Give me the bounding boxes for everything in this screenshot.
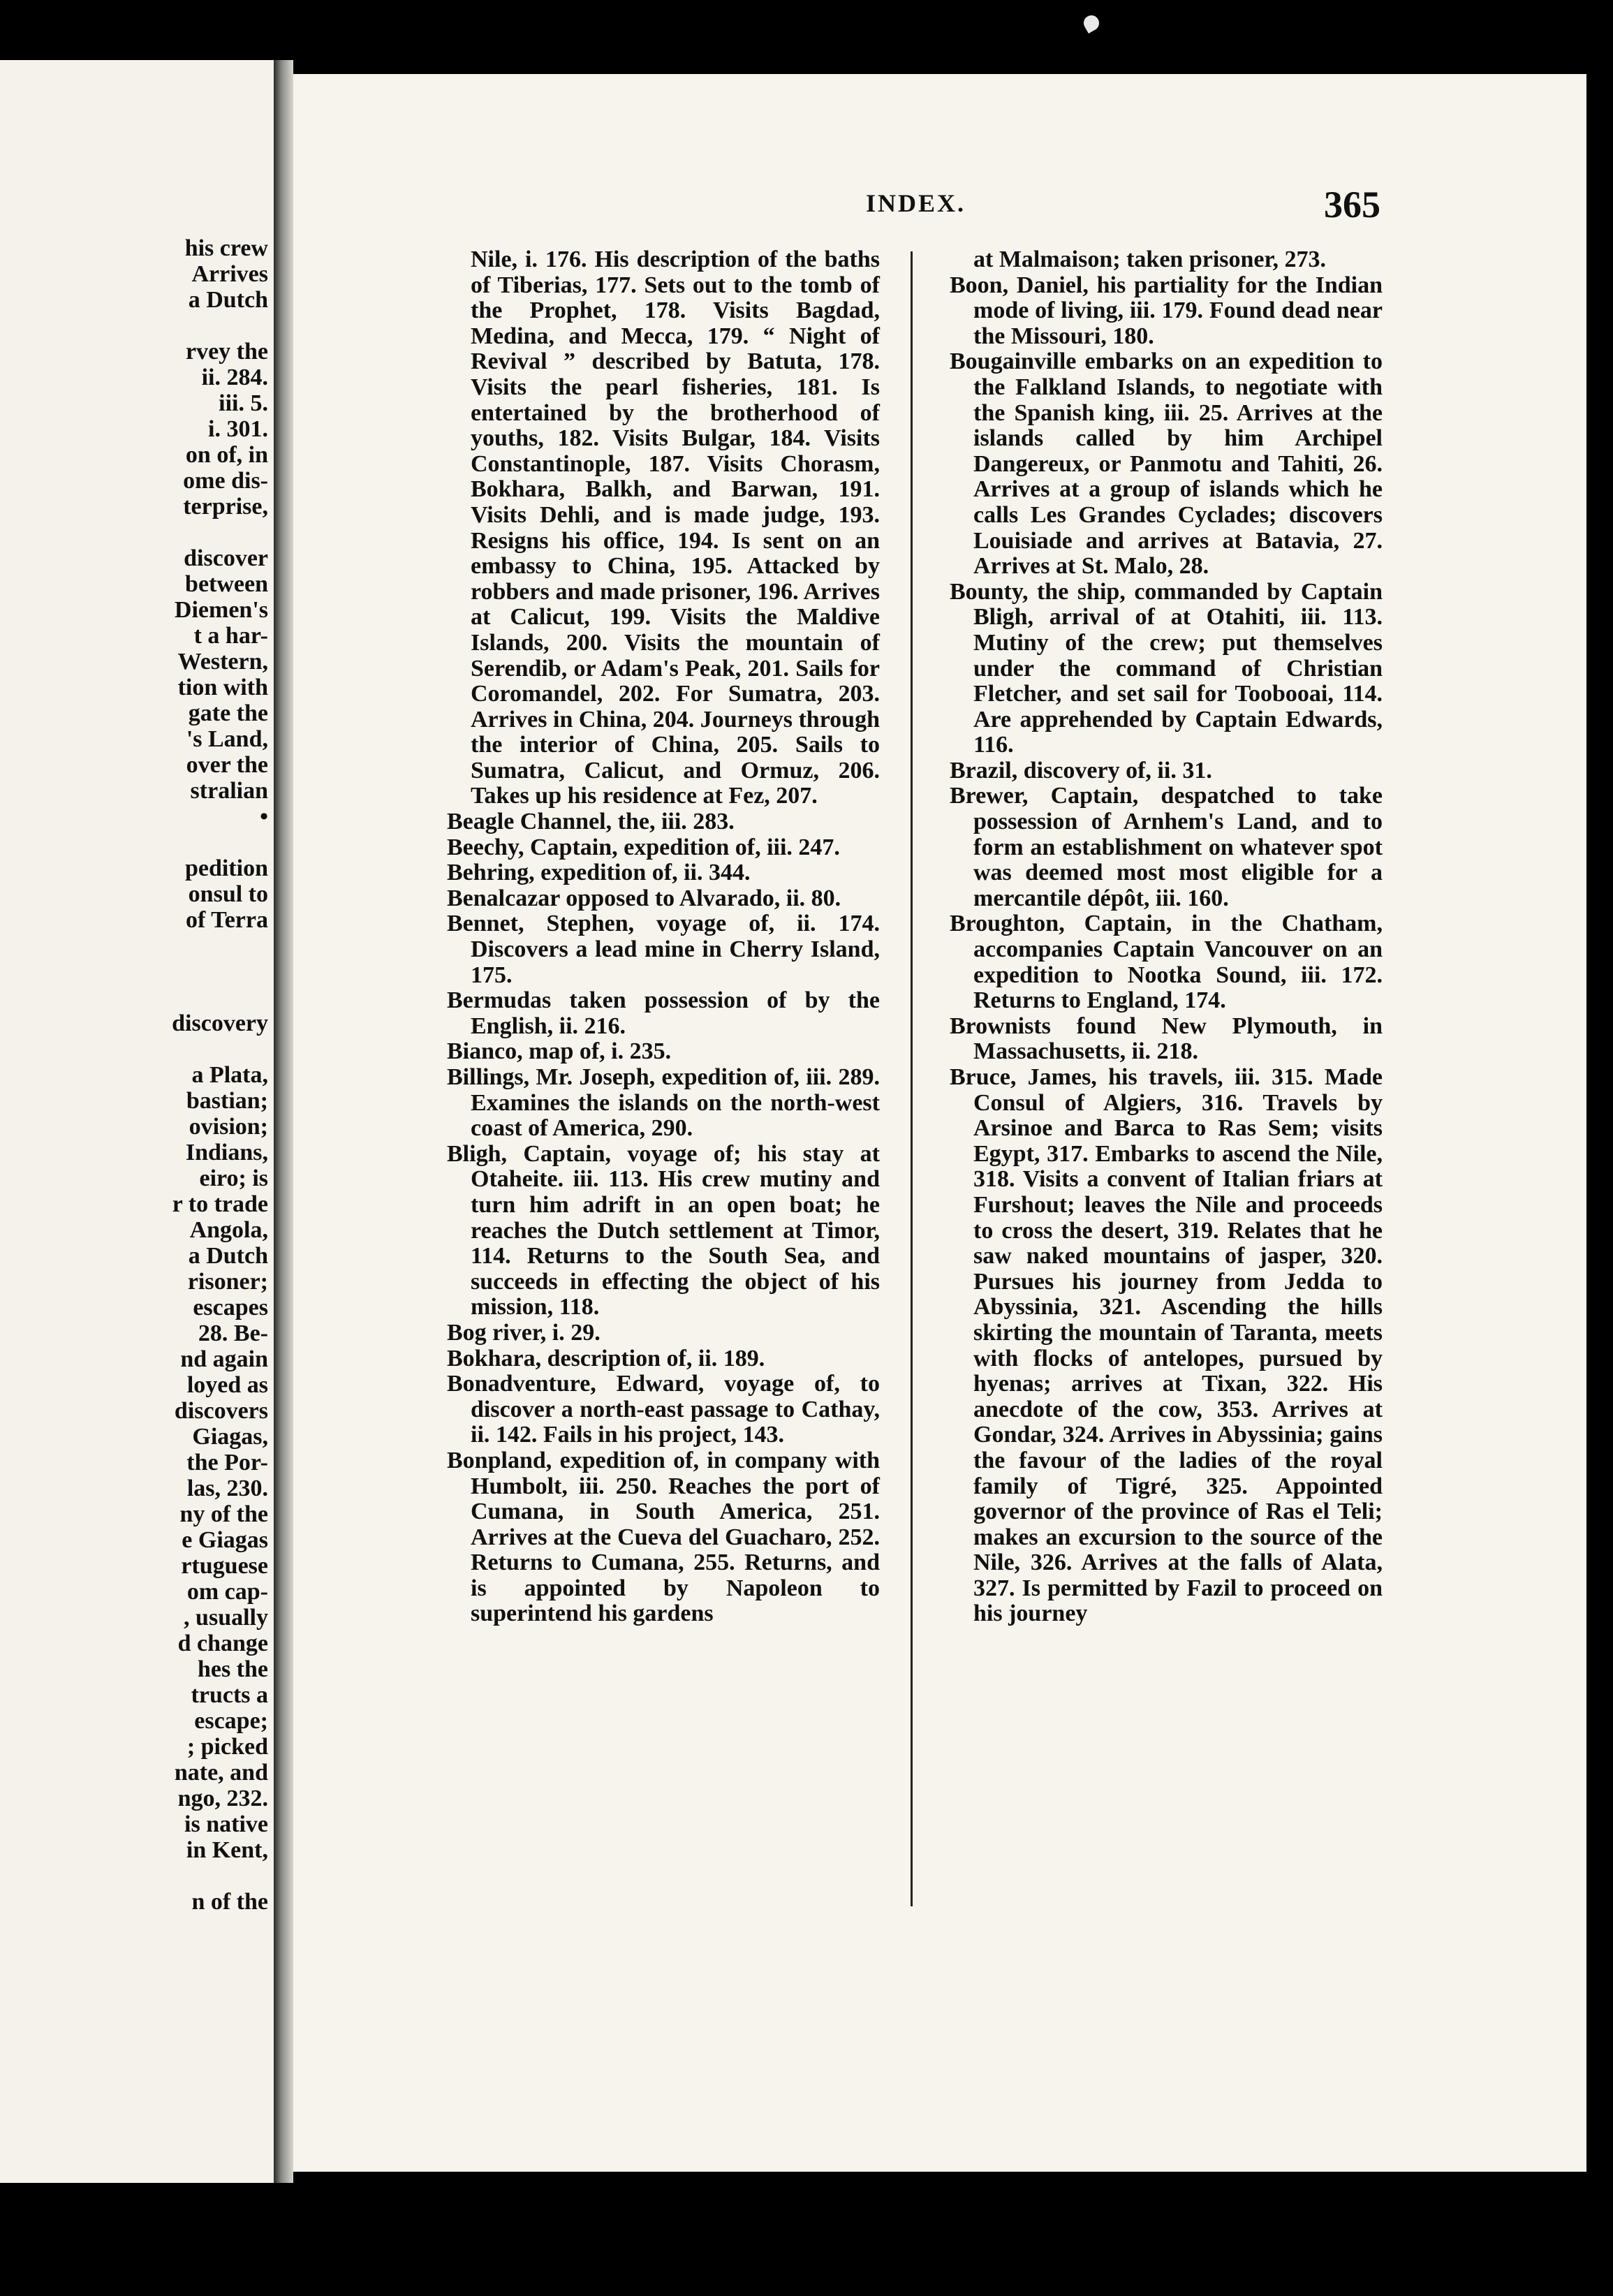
index-entry: Nile, i. 176. His description of the baths of Tiberias, 177. Sets out to the tomb of the Prophet, 178. Visits Bagdad, Medina, and Mecca, 179. “ Night of Revival ” described by Batuta, 178. Visits the pearl fisheries, 181. Is entertained by the brotherhood of youths, 182. Visits Bulgar, 184. Visits Constantinople, 187. Visits Chorasm, Bokhara, Balkh, and Barwan, 191. Visits Dehli, and is made judge, 193. Resigns his office, 194. Is sent on an embassy to China, 195. Attacked by robbers and made prisoner, 196. Arrives at Calicut, 199. Visits the Maldive Islands, 200. Visits the mountain of Serendib, or Adam's Peak, 201. Sails for Coromandel, 202. For Sumatra, 203. Arrives in China, 204. Journeys through the interior of China, 205. Sails to Sumatra, Calicut, and Ormuz, 206. Takes up his residence at Fez, 207. [471, 246, 880, 809]
index-entry: Bruce, James, his travels, iii. 315. Made Consul of Algiers, 316. Travels by Arsinoe and Barca to Ras Sem; visits Egypt, 317. Embarks to ascend the Nile, 318. Visits a convent of Italian friars at Furshout; leaves the Nile and proceeds to cross the desert, 319. Relates that he saw naked mountains of jasper, 320. Pursues his journey from Jedda to Abyssinia, 321. Ascending the hills skirting the mountain of Taranta, meets with flocks of antelopes, pursued by hyenas; arrives at Tixan, 322. His anecdote of the cow, 353. Arrives at Gondar, 324. Arrives in Abyssinia; gains the favour of the ladies of the royal family of Tigré, 325. Appointed governor of the province of Ras el Teli; makes an excursion to the source of the Nile, 326. Arrives at the falls of Alata, 327. Is permitted by Fazil to proceed on his journey [950, 1064, 1383, 1627]
left-page-line: nate, and [174, 1760, 268, 1786]
index-entry: Bougainville embarks on an expedition to the Falkland Islands, to negotiate with the Spanish king, iii. 25. Arrives at the islands called by him Archipel Dangereux, or Panmotu and Tahiti, 26. Arrives at a group of islands which he calls Les Grandes Cyclades; discovers Louisiade and arrives at Batavia, 27. Arrives at St. Malo, 28. [950, 348, 1383, 580]
left-page-line: ; picked [186, 1734, 268, 1760]
left-page-line: t a har- [193, 623, 268, 649]
left-page-line: tructs a [191, 1682, 268, 1708]
index-entry: Beechy, Captain, expedition of, iii. 247. [447, 834, 840, 860]
left-page-line: ny of the [179, 1501, 268, 1527]
index-column-right [950, 247, 1383, 1627]
index-entry: Brownists found New Plymouth, in Massachusetts, ii. 218. [950, 1013, 1383, 1065]
left-page-line: nd again [180, 1346, 268, 1372]
left-page-line: Angola, [189, 1217, 268, 1243]
index-entry: Bligh, Captain, voyage of; his stay at Otaheite. iii. 113. His crew mutiny and turn him adrift in an open boat; he reaches the Dutch settlement at Timor, 114. Returns to the South Sea, and succeeds in effecting the object of his mission, 118. [447, 1140, 880, 1320]
left-page-line: r to trade [172, 1191, 268, 1217]
left-page-line: stralian [190, 778, 268, 804]
index-entry: at Malmaison; taken prisoner, 273. [973, 246, 1326, 272]
left-page-line: hes the [197, 1656, 268, 1682]
left-page-line: discovers [174, 1398, 268, 1424]
left-page-line: discovery [172, 1010, 268, 1036]
index-entry: Bokhara, description of, ii. 189. [447, 1345, 765, 1371]
left-page-line: Indians, [185, 1140, 268, 1165]
index-entry: Beagle Channel, the, iii. 283. [447, 809, 735, 835]
left-page-line: discover [184, 545, 268, 571]
left-page-line: om cap- [186, 1579, 268, 1605]
left-page-line: 28. Be- [198, 1320, 268, 1346]
left-page-line: , usually [184, 1605, 268, 1631]
index-entry: Brewer, Captain, despatched to take possession of Arnhem's Land, and to form an establishment on whatever spot was deemed most most eligible for a mercantile dépôt, iii. 160. [950, 783, 1383, 911]
index-entry: Behring, expedition of, ii. 344. [447, 860, 751, 886]
left-page-line: is native [184, 1811, 268, 1837]
column-divider [911, 251, 913, 1906]
left-page-line: rtuguese [181, 1553, 268, 1579]
left-page-line: ii. 284. [201, 365, 268, 390]
book-gutter [274, 60, 293, 2183]
left-page-line: a Dutch [188, 1243, 268, 1269]
left-page-line: i. 301. [208, 416, 268, 442]
index-entry: Benalcazar opposed to Alvarado, ii. 80. [447, 885, 841, 911]
left-page-fragment [0, 60, 276, 2183]
left-page-line: bastian; [186, 1088, 268, 1114]
left-page-line: ngo, 232. [177, 1786, 268, 1811]
index-entry: Billings, Mr. Joseph, expedition of, iii. 289. Examines the islands on the north-west coast of America, 290. [447, 1064, 880, 1142]
ornament-mark [1081, 13, 1102, 34]
left-page-line: of Terra [185, 907, 268, 933]
left-page-line: on of, in [185, 442, 268, 468]
index-entry: Bianco, map of, i. 235. [447, 1038, 672, 1065]
left-page-line: e Giagas [182, 1527, 268, 1553]
left-page-line: a Dutch [188, 287, 268, 313]
index-entry: Broughton, Captain, in the Chatham, accompanies Captain Vancouver on an expedition to Nootka Sound, iii. 172. Returns to England, 174. [950, 911, 1383, 1014]
left-page-line: rvey the [185, 339, 268, 365]
left-page-line: d change [177, 1631, 268, 1656]
left-page-line: n of the [191, 1889, 268, 1915]
page-number: 365 [1324, 184, 1380, 226]
index-entry: Bermudas taken possession of by the English, ii. 216. [447, 987, 880, 1039]
left-page-line: Giagas, [192, 1424, 268, 1450]
left-page-line: risoner; [187, 1269, 268, 1295]
running-header: INDEX. [866, 189, 966, 217]
index-entry: Bonpland, expedition of, in company with Humbolt, iii. 250. Reaches the port of Cumana, in South America, 251. Arrives at the Cueva del Guacharo, 252. Returns to Cumana, 255. Returns, and is appointed by Napoleon to superintend his gardens [447, 1447, 880, 1627]
left-page-line: between [185, 571, 268, 597]
index-column-left [447, 247, 880, 1627]
left-page-line: iii. 5. [219, 390, 268, 416]
left-page-line: ovision; [189, 1114, 268, 1140]
index-entry: Boon, Daniel, his partiality for the Indian mode of living, iii. 179. Found dead near the Missouri, 180. [950, 272, 1383, 349]
left-page-line: las, 230. [186, 1476, 268, 1501]
left-page-line: pedition [184, 855, 268, 881]
index-entry: Brazil, discovery of, ii. 31. [950, 757, 1212, 783]
index-entry: Bounty, the ship, commanded by Captain Bligh, arrival of at Otahiti, iii. 113. Mutiny of the crew; put themselves under the command of Christian Fletcher, and set sail for Toobooai, 114. Are apprehended by Captain Edwards, 116. [950, 578, 1383, 758]
left-page-line: escape; [194, 1708, 268, 1734]
left-page-line: tion with [177, 675, 268, 700]
left-page-line: in Kent, [186, 1837, 268, 1863]
index-entry: Bog river, i. 29. [447, 1319, 601, 1346]
left-page-line: Diemen's [174, 597, 268, 623]
left-page-line: a Plata, [191, 1062, 268, 1088]
left-page-line: 's Land, [186, 726, 268, 752]
left-page-line: Arrives [191, 261, 268, 287]
left-page-line: • [260, 804, 268, 830]
left-page-line: Western, [177, 649, 268, 675]
left-page-line: eiro; is [199, 1165, 268, 1191]
index-entry: Bonadventure, Edward, voyage of, to discover a north-east passage to Cathay, ii. 142. Fails in his project, 143. [447, 1371, 880, 1448]
index-entry: Bennet, Stephen, voyage of, ii. 174. Discovers a lead mine in Cherry Island, 175. [447, 911, 880, 988]
left-page-line: the Por- [186, 1450, 268, 1476]
left-page-line: terprise, [183, 494, 268, 520]
left-page-line: loyed as [186, 1372, 268, 1398]
left-page-line: over the [186, 752, 268, 778]
left-page-line: escapes [193, 1295, 268, 1320]
left-page-line: ome dis- [183, 468, 268, 494]
left-page-line: onsul to [188, 881, 268, 907]
left-page-line: gate the [188, 700, 268, 726]
left-page-line: his crew [184, 235, 268, 261]
